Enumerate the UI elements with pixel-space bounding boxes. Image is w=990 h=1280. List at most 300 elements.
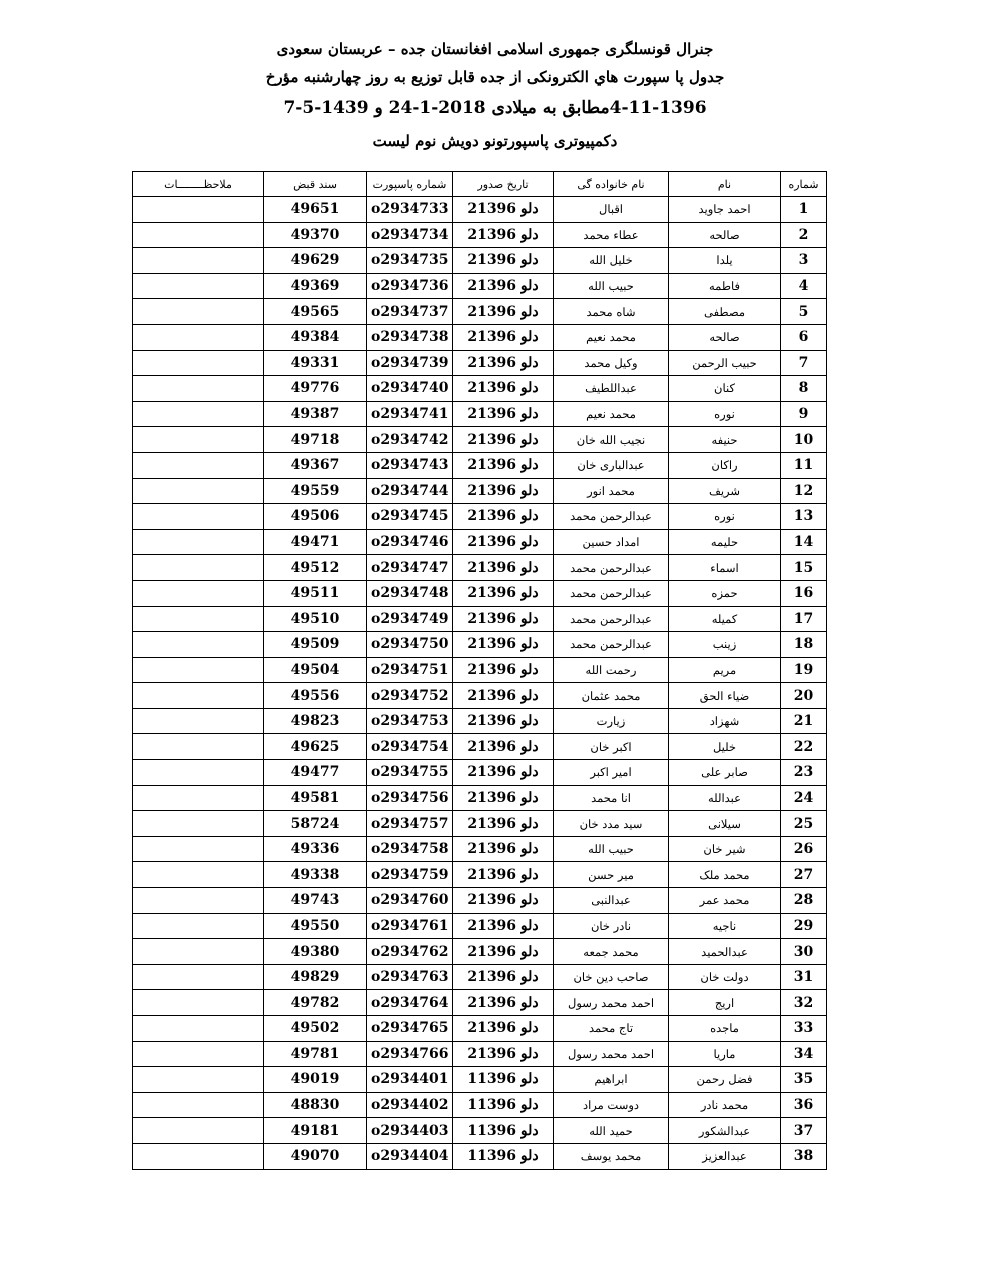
- person-name: عبدالعزیز: [669, 1143, 781, 1169]
- family-name: نادر خان: [554, 913, 669, 939]
- family-name: رحمت الله: [554, 657, 669, 683]
- issue-date: 1دلو 1396: [453, 1092, 554, 1118]
- notes-cell: [133, 1041, 264, 1067]
- person-name: شریف: [669, 478, 781, 504]
- table-row: [133, 760, 827, 786]
- table-row: [133, 248, 827, 274]
- header-name: نام: [669, 172, 781, 197]
- row-number: 9: [781, 401, 827, 427]
- receipt-number: 49776: [264, 376, 367, 402]
- header-family-name: نام خانواده گی: [554, 172, 669, 197]
- person-name: حنیفه: [669, 427, 781, 453]
- passport-number: o2934738: [367, 324, 453, 350]
- receipt-number: 49338: [264, 862, 367, 888]
- receipt-number: 48830: [264, 1092, 367, 1118]
- family-name: حمید الله: [554, 1118, 669, 1144]
- row-number: 24: [781, 785, 827, 811]
- notes-cell: [133, 1016, 264, 1042]
- row-number: 29: [781, 913, 827, 939]
- row-number: 28: [781, 888, 827, 914]
- notes-cell: [133, 324, 264, 350]
- notes-cell: [133, 248, 264, 274]
- receipt-number: 49367: [264, 452, 367, 478]
- row-number: 37: [781, 1118, 827, 1144]
- issue-date: 2دلو 1396: [453, 555, 554, 581]
- row-number: 13: [781, 504, 827, 530]
- family-name: عبدالرحمن محمد: [554, 555, 669, 581]
- receipt-number: 49629: [264, 248, 367, 274]
- person-name: صالحه: [669, 222, 781, 248]
- row-number: 2: [781, 222, 827, 248]
- passport-number: o2934740: [367, 376, 453, 402]
- receipt-number: 49181: [264, 1118, 367, 1144]
- table-row: [133, 452, 827, 478]
- issue-date: 2دلو 1396: [453, 1016, 554, 1042]
- row-number: 31: [781, 964, 827, 990]
- family-name: عبدالرحمن محمد: [554, 632, 669, 658]
- person-name: حبیب الرحمن: [669, 350, 781, 376]
- receipt-number: 49718: [264, 427, 367, 453]
- table-header-row: [133, 172, 827, 197]
- notes-cell: [133, 632, 264, 658]
- person-name: محمد ملک: [669, 862, 781, 888]
- receipt-number: 58724: [264, 811, 367, 837]
- table-row: [133, 964, 827, 990]
- table-row: [133, 273, 827, 299]
- passport-number: o2934755: [367, 760, 453, 786]
- issue-date: 2دلو 1396: [453, 427, 554, 453]
- row-number: 5: [781, 299, 827, 325]
- issue-date: 2دلو 1396: [453, 811, 554, 837]
- issue-date: 1دلو 1396: [453, 1067, 554, 1093]
- row-number: 7: [781, 350, 827, 376]
- header-notes: ملاحظــــــــات: [133, 172, 264, 197]
- passport-number: o2934751: [367, 657, 453, 683]
- family-name: وکیل محمد: [554, 350, 669, 376]
- document-header: [0, 36, 990, 158]
- issue-date: 2دلو 1396: [453, 606, 554, 632]
- notes-cell: [133, 299, 264, 325]
- passport-number: o2934763: [367, 964, 453, 990]
- issue-date: 2دلو 1396: [453, 760, 554, 786]
- row-number: 22: [781, 734, 827, 760]
- table-row: [133, 990, 827, 1016]
- receipt-number: 49506: [264, 504, 367, 530]
- row-number: 16: [781, 580, 827, 606]
- row-number: 8: [781, 376, 827, 402]
- receipt-number: 49781: [264, 1041, 367, 1067]
- issue-date: 2دلو 1396: [453, 376, 554, 402]
- table-row: [133, 939, 827, 965]
- family-name: شاه محمد: [554, 299, 669, 325]
- row-number: 26: [781, 836, 827, 862]
- person-name: مصطفی: [669, 299, 781, 325]
- issue-date: 2دلو 1396: [453, 862, 554, 888]
- person-name: عبدالله: [669, 785, 781, 811]
- notes-cell: [133, 350, 264, 376]
- family-name: محمد عثمان: [554, 683, 669, 709]
- passport-number: o2934741: [367, 401, 453, 427]
- receipt-number: 49556: [264, 683, 367, 709]
- list-subtitle: دکمپیوتری پاسپورتونو دویش نوم لیست: [372, 132, 618, 150]
- receipt-number: 49823: [264, 708, 367, 734]
- table-row: [133, 888, 827, 914]
- table-row: [133, 197, 827, 223]
- passport-number: o2934403: [367, 1118, 453, 1144]
- passport-number: o2934761: [367, 913, 453, 939]
- notes-cell: [133, 555, 264, 581]
- person-name: سیلانی: [669, 811, 781, 837]
- table-row: [133, 862, 827, 888]
- notes-cell: [133, 990, 264, 1016]
- issue-date: 2دلو 1396: [453, 632, 554, 658]
- issue-date: 2دلو 1396: [453, 452, 554, 478]
- notes-cell: [133, 888, 264, 914]
- passport-number: o2934745: [367, 504, 453, 530]
- notes-cell: [133, 1143, 264, 1169]
- passport-number: o2934739: [367, 350, 453, 376]
- notes-cell: [133, 1092, 264, 1118]
- table-row: [133, 785, 827, 811]
- family-name: عطاء محمد: [554, 222, 669, 248]
- receipt-number: 49651: [264, 197, 367, 223]
- family-name: عبدالباری خان: [554, 452, 669, 478]
- issue-date: 2دلو 1396: [453, 1041, 554, 1067]
- row-number: 20: [781, 683, 827, 709]
- table-row: [133, 529, 827, 555]
- table-row: [133, 632, 827, 658]
- header-passport-number: شماره پاسپورت: [367, 172, 453, 197]
- family-name: حبیب الله: [554, 273, 669, 299]
- row-number: 1: [781, 197, 827, 223]
- receipt-number: 49504: [264, 657, 367, 683]
- notes-cell: [133, 452, 264, 478]
- receipt-number: 49370: [264, 222, 367, 248]
- receipt-number: 49511: [264, 580, 367, 606]
- family-name: احمد محمد رسول: [554, 990, 669, 1016]
- family-name: عبدالنبی: [554, 888, 669, 914]
- passport-number: o2934404: [367, 1143, 453, 1169]
- issue-date: 2دلو 1396: [453, 913, 554, 939]
- notes-cell: [133, 376, 264, 402]
- row-number: 36: [781, 1092, 827, 1118]
- notes-cell: [133, 862, 264, 888]
- person-name: عبدالشکور: [669, 1118, 781, 1144]
- receipt-number: 49331: [264, 350, 367, 376]
- passport-table: [132, 171, 827, 1170]
- passport-number: o2934762: [367, 939, 453, 965]
- family-name: امداد حسین: [554, 529, 669, 555]
- notes-cell: [133, 913, 264, 939]
- passport-number: o2934735: [367, 248, 453, 274]
- family-name: تاج محمد: [554, 1016, 669, 1042]
- family-name: عبدالرحمن محمد: [554, 580, 669, 606]
- table-row: [133, 1143, 827, 1169]
- person-name: اسماء: [669, 555, 781, 581]
- passport-number: o2934765: [367, 1016, 453, 1042]
- issue-date: 2دلو 1396: [453, 299, 554, 325]
- table-row: [133, 427, 827, 453]
- table-row: [133, 504, 827, 530]
- person-name: حمزه: [669, 580, 781, 606]
- issue-date: 1دلو 1396: [453, 1143, 554, 1169]
- issue-date: 2دلو 1396: [453, 401, 554, 427]
- row-number: 38: [781, 1143, 827, 1169]
- receipt-number: 49550: [264, 913, 367, 939]
- table-row: [133, 401, 827, 427]
- person-name: عبدالحمید: [669, 939, 781, 965]
- family-name: عبدالرحمن محمد: [554, 606, 669, 632]
- person-name: نوره: [669, 401, 781, 427]
- issue-date: 2دلو 1396: [453, 990, 554, 1016]
- passport-number: o2934750: [367, 632, 453, 658]
- issue-date: 2دلو 1396: [453, 939, 554, 965]
- table-row: [133, 683, 827, 709]
- issue-date: 2دلو 1396: [453, 222, 554, 248]
- notes-cell: [133, 1067, 264, 1093]
- receipt-number: 49471: [264, 529, 367, 555]
- person-name: ماجده: [669, 1016, 781, 1042]
- issue-date: 2دلو 1396: [453, 657, 554, 683]
- notes-cell: [133, 222, 264, 248]
- row-number: 12: [781, 478, 827, 504]
- family-name: ابراهیم: [554, 1067, 669, 1093]
- passport-number: o2934753: [367, 708, 453, 734]
- issue-date: 2دلو 1396: [453, 478, 554, 504]
- person-name: احمد جاوید: [669, 197, 781, 223]
- passport-number: o2934734: [367, 222, 453, 248]
- passport-number: o2934758: [367, 836, 453, 862]
- row-number: 4: [781, 273, 827, 299]
- person-name: شهزاد: [669, 708, 781, 734]
- person-name: زینب: [669, 632, 781, 658]
- row-number: 35: [781, 1067, 827, 1093]
- passport-number: o2934736: [367, 273, 453, 299]
- receipt-number: 49384: [264, 324, 367, 350]
- family-name: خلیل الله: [554, 248, 669, 274]
- person-name: راکان: [669, 452, 781, 478]
- passport-number: o2934752: [367, 683, 453, 709]
- table-body: [133, 197, 827, 1170]
- passport-number: o2934748: [367, 580, 453, 606]
- table-row: [133, 913, 827, 939]
- table-row: [133, 1067, 827, 1093]
- table-row: [133, 734, 827, 760]
- table-row: [133, 580, 827, 606]
- passport-number: o2934759: [367, 862, 453, 888]
- row-number: 3: [781, 248, 827, 274]
- person-name: مریم: [669, 657, 781, 683]
- row-number: 32: [781, 990, 827, 1016]
- issue-date: 2دلو 1396: [453, 964, 554, 990]
- table-row: [133, 606, 827, 632]
- family-name: نجیب الله خان: [554, 427, 669, 453]
- person-name: شیر خان: [669, 836, 781, 862]
- family-name: انا محمد: [554, 785, 669, 811]
- table-row: [133, 1118, 827, 1144]
- row-number: 18: [781, 632, 827, 658]
- issue-date: 2دلو 1396: [453, 708, 554, 734]
- notes-cell: [133, 811, 264, 837]
- family-name: صاحب دین خان: [554, 964, 669, 990]
- notes-cell: [133, 273, 264, 299]
- notes-cell: [133, 785, 264, 811]
- family-name: اقبال: [554, 197, 669, 223]
- table-row: [133, 708, 827, 734]
- passport-number: o2934760: [367, 888, 453, 914]
- person-name: اریج: [669, 990, 781, 1016]
- person-name: محمد عمر: [669, 888, 781, 914]
- family-name: میر حسن: [554, 862, 669, 888]
- receipt-number: 49510: [264, 606, 367, 632]
- person-name: محمد نادر: [669, 1092, 781, 1118]
- issue-date: 2دلو 1396: [453, 683, 554, 709]
- notes-cell: [133, 504, 264, 530]
- table-row: [133, 555, 827, 581]
- receipt-number: 49070: [264, 1143, 367, 1169]
- issue-date: 2دلو 1396: [453, 580, 554, 606]
- passport-number: o2934764: [367, 990, 453, 1016]
- receipt-number: 49512: [264, 555, 367, 581]
- issue-date: 1دلو 1396: [453, 1118, 554, 1144]
- issue-date: 2دلو 1396: [453, 324, 554, 350]
- issue-date: 2دلو 1396: [453, 504, 554, 530]
- notes-cell: [133, 939, 264, 965]
- issue-date: 2دلو 1396: [453, 734, 554, 760]
- notes-cell: [133, 734, 264, 760]
- receipt-number: 49380: [264, 939, 367, 965]
- person-name: دولت خان: [669, 964, 781, 990]
- table-row: [133, 222, 827, 248]
- passport-number: o2934402: [367, 1092, 453, 1118]
- passport-number: o2934737: [367, 299, 453, 325]
- person-name: کنان: [669, 376, 781, 402]
- notes-cell: [133, 606, 264, 632]
- passport-number: o2934742: [367, 427, 453, 453]
- person-name: حلیمه: [669, 529, 781, 555]
- issue-date: 2دلو 1396: [453, 248, 554, 274]
- family-name: محمد جمعه: [554, 939, 669, 965]
- table-row: [133, 836, 827, 862]
- table-row: [133, 299, 827, 325]
- receipt-number: 49387: [264, 401, 367, 427]
- row-number: 15: [781, 555, 827, 581]
- row-number: 6: [781, 324, 827, 350]
- receipt-number: 49502: [264, 1016, 367, 1042]
- date-line: 4-11-1396مطابق به میلادی 2018-1-24 و 1439-5-7: [283, 98, 707, 118]
- notes-cell: [133, 760, 264, 786]
- person-name: ماریا: [669, 1041, 781, 1067]
- person-name: نوره: [669, 504, 781, 530]
- passport-number: o2934744: [367, 478, 453, 504]
- issue-date: 2دلو 1396: [453, 785, 554, 811]
- receipt-number: 49581: [264, 785, 367, 811]
- header-number: شماره: [781, 172, 827, 197]
- person-name: ناجیه: [669, 913, 781, 939]
- person-name: صالحه: [669, 324, 781, 350]
- receipt-number: 49829: [264, 964, 367, 990]
- family-name: امیر اکبر: [554, 760, 669, 786]
- passport-number: o2934401: [367, 1067, 453, 1093]
- receipt-number: 49369: [264, 273, 367, 299]
- passport-number: o2934766: [367, 1041, 453, 1067]
- receipt-number: 49509: [264, 632, 367, 658]
- family-name: عبداللطیف: [554, 376, 669, 402]
- row-number: 34: [781, 1041, 827, 1067]
- family-name: زیارت: [554, 708, 669, 734]
- family-name: سید مدد خان: [554, 811, 669, 837]
- notes-cell: [133, 708, 264, 734]
- table-row: [133, 478, 827, 504]
- row-number: 19: [781, 657, 827, 683]
- family-name: دوست مراد: [554, 1092, 669, 1118]
- receipt-number: 49477: [264, 760, 367, 786]
- family-name: اکبر خان: [554, 734, 669, 760]
- row-number: 10: [781, 427, 827, 453]
- family-name: عبدالرحمن محمد: [554, 504, 669, 530]
- row-number: 25: [781, 811, 827, 837]
- notes-cell: [133, 683, 264, 709]
- notes-cell: [133, 478, 264, 504]
- notes-cell: [133, 197, 264, 223]
- passport-number: o2934746: [367, 529, 453, 555]
- table-row: [133, 811, 827, 837]
- family-name: محمد نعیم: [554, 324, 669, 350]
- notes-cell: [133, 580, 264, 606]
- person-name: صابر علی: [669, 760, 781, 786]
- passport-number: o2934749: [367, 606, 453, 632]
- notes-cell: [133, 836, 264, 862]
- notes-cell: [133, 657, 264, 683]
- family-name: احمد محمد رسول: [554, 1041, 669, 1067]
- issue-date: 2دلو 1396: [453, 529, 554, 555]
- notes-cell: [133, 427, 264, 453]
- family-name: محمد یوسف: [554, 1143, 669, 1169]
- person-name: خلیل: [669, 734, 781, 760]
- row-number: 27: [781, 862, 827, 888]
- issue-date: 2دلو 1396: [453, 888, 554, 914]
- row-number: 21: [781, 708, 827, 734]
- family-name: محمد نعیم: [554, 401, 669, 427]
- row-number: 33: [781, 1016, 827, 1042]
- passport-number: o2934743: [367, 452, 453, 478]
- receipt-number: 49559: [264, 478, 367, 504]
- row-number: 23: [781, 760, 827, 786]
- receipt-number: 49782: [264, 990, 367, 1016]
- issue-date: 2دلو 1396: [453, 350, 554, 376]
- passport-number: o2934754: [367, 734, 453, 760]
- person-name: ضیاء الحق: [669, 683, 781, 709]
- passport-number: o2934747: [367, 555, 453, 581]
- table-row: [133, 376, 827, 402]
- receipt-number: 49019: [264, 1067, 367, 1093]
- table-row: [133, 324, 827, 350]
- notes-cell: [133, 401, 264, 427]
- notes-cell: [133, 529, 264, 555]
- passport-number: o2934756: [367, 785, 453, 811]
- receipt-number: 49743: [264, 888, 367, 914]
- notes-cell: [133, 1118, 264, 1144]
- row-number: 11: [781, 452, 827, 478]
- table-row: [133, 1016, 827, 1042]
- row-number: 17: [781, 606, 827, 632]
- receipt-number: 49565: [264, 299, 367, 325]
- family-name: محمد انور: [554, 478, 669, 504]
- family-name: حبیب الله: [554, 836, 669, 862]
- header-receipt: سند قبض: [264, 172, 367, 197]
- row-number: 30: [781, 939, 827, 965]
- receipt-number: 49336: [264, 836, 367, 862]
